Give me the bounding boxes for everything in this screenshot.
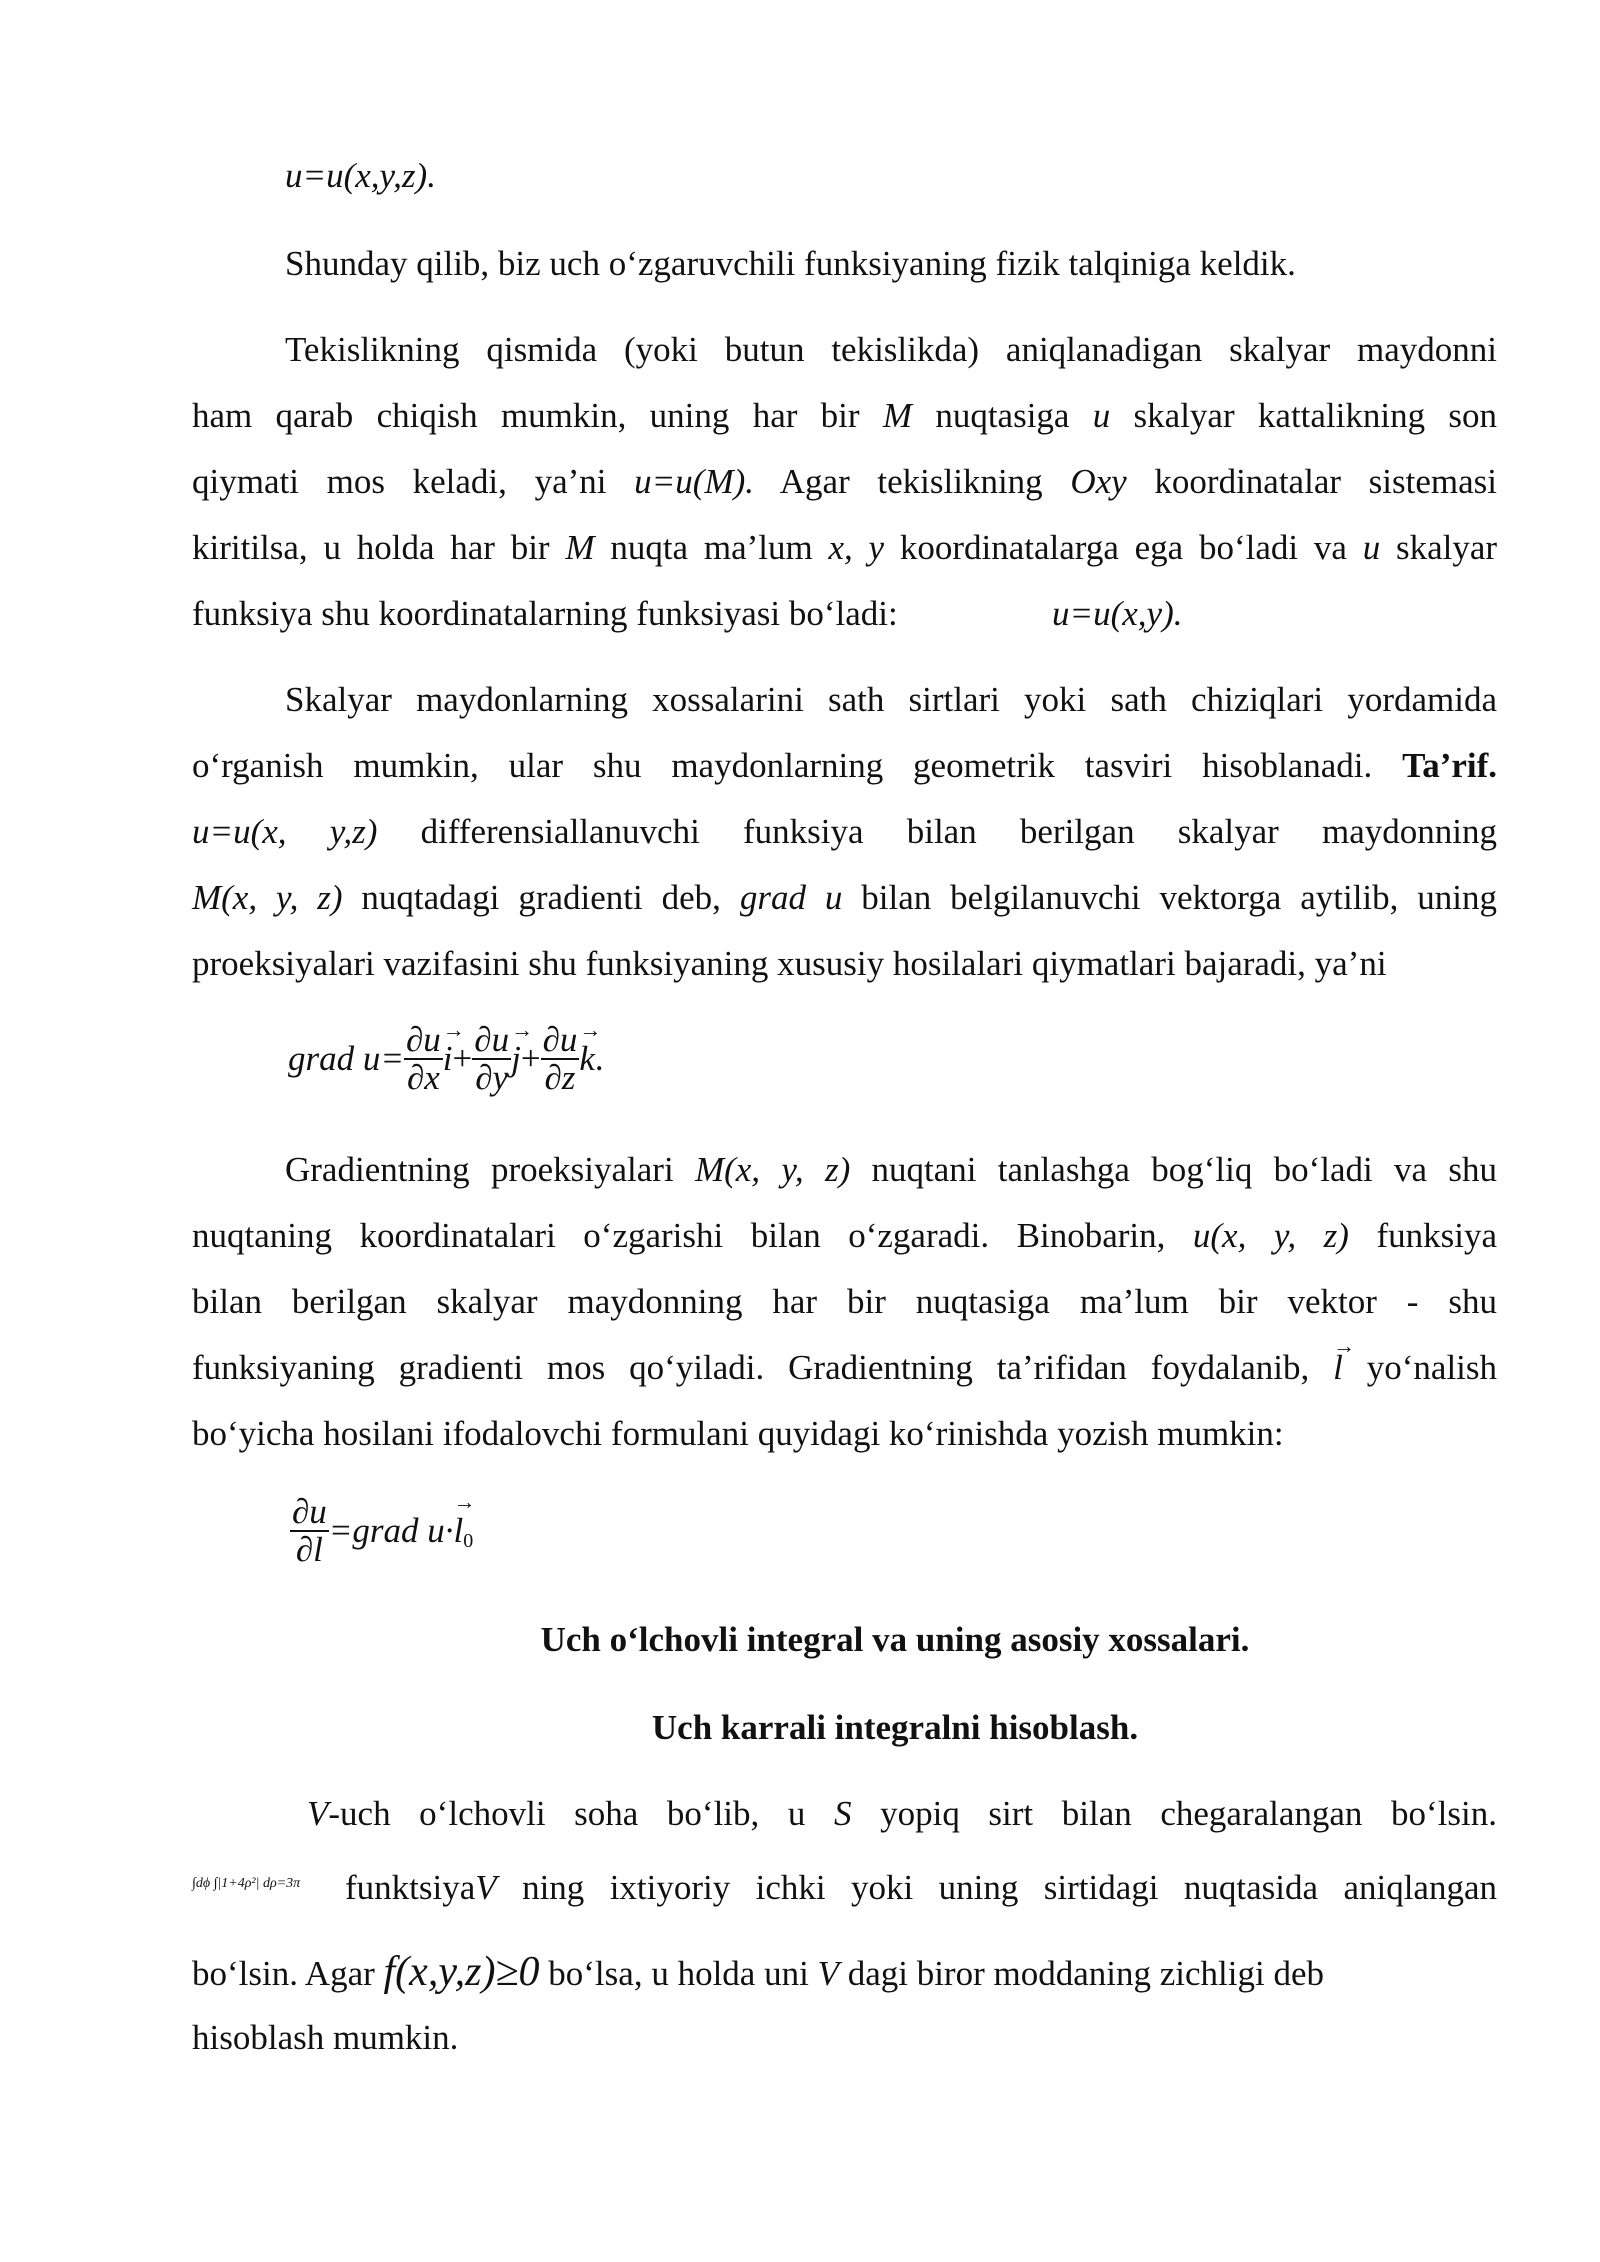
section-heading: Uch o‘lchovli integral va uning asosiy xossalari.	[540, 1620, 1250, 1659]
text: nuqta ma’lum	[610, 528, 813, 567]
text: funktsiya	[345, 1868, 476, 1907]
math: M(x, y, z)	[192, 878, 343, 917]
math: u	[1092, 396, 1111, 435]
text: nuqtasiga	[935, 396, 1070, 435]
paragraph-line: proeksiyalari vazifasini shu funksiyaning xususiy hosilalari qiymatlari bajaradi, ya’ni	[192, 944, 1387, 983]
unit-vector: → j	[511, 1039, 521, 1079]
text: skalyar kattalikning son	[1133, 396, 1498, 435]
paragraph-line: bo‘yicha hosilani ifodalovchi formulani quyidagi ko‘rinishda yozish mumkin:	[192, 1414, 1284, 1453]
paragraph-line	[192, 876, 1497, 920]
text: koordinatalar sistemasi	[1154, 462, 1498, 501]
unit-vector: → i	[443, 1039, 453, 1079]
text: skalyar	[1395, 528, 1498, 567]
text: nuqtaning koordinatalari o‘zgarishi bilan o‘zgaradi. Binobarin,	[192, 1216, 1166, 1255]
paragraph-line	[192, 1346, 1497, 1390]
paragraph-line	[307, 1792, 1497, 1836]
math: u(x, y, z)	[1192, 1216, 1349, 1255]
text: qiymati mos keladi, ya’ni	[192, 462, 607, 501]
numerator: ∂u	[474, 1020, 510, 1059]
paragraph-line: Skalyar maydonlarning xossalarini sath sirtlari yoki sath chiziqlari yordamida	[285, 680, 1497, 719]
text: funksiyaning gradienti mos qo‘yiladi. Gradientning ta’rifidan foydalanib,	[192, 1348, 1310, 1387]
math: Oxy	[1070, 462, 1127, 501]
paragraph-line	[192, 744, 1497, 788]
paragraph-line	[192, 460, 1497, 504]
math: grad u	[739, 878, 843, 917]
denominator: ∂l	[295, 1530, 323, 1569]
fraction	[541, 1022, 580, 1096]
math: x, y	[828, 528, 885, 567]
formula-u-xyz: u=u(x,y,z).	[285, 156, 436, 195]
text: nuqtani tanlashga bog‘liq bo‘ladi va shu	[871, 1150, 1497, 1189]
math: M	[882, 396, 913, 435]
text: bo‘lsin. Agar	[192, 1954, 375, 1993]
paragraph-line: hisoblash mumkin.	[192, 2018, 459, 2057]
paragraph-line	[285, 1148, 1497, 1192]
text: bo‘lsa, u holda uni	[548, 1954, 809, 1993]
definition-label: Ta’rif.	[1402, 746, 1498, 785]
section-heading: Uch karrali integralni hisoblash.	[651, 1708, 1139, 1747]
fraction	[404, 1022, 443, 1096]
denominator: ∂z	[544, 1058, 576, 1097]
paragraph-line	[192, 810, 1497, 854]
fraction	[472, 1022, 511, 1096]
text: nuqtadagi gradienti deb,	[361, 878, 721, 917]
unit-vector: → k	[579, 1039, 595, 1079]
paragraph-line	[192, 526, 1497, 570]
paragraph-line	[345, 1866, 1497, 1910]
paragraph-line: funksiya shu koordinatalarning funksiyasi bo‘ladi:	[192, 594, 898, 633]
text: ning ixtiyoriy ichki yoki uning sirtidagi nuqtasida aniqlangan	[522, 1868, 1497, 1907]
text: dagi biror moddaning zichligi deb	[847, 1954, 1324, 1993]
paragraph-line: Tekislikning qismida (yoki butun tekislikda) aniqlanadigan skalyar maydonni	[285, 330, 1497, 369]
text: ham qarab chiqish mumkin, uning har bir	[192, 396, 860, 435]
denominator: ∂y	[475, 1058, 509, 1097]
subscript: 0	[463, 1530, 474, 1553]
math: grad u=	[288, 1039, 404, 1078]
math: V	[475, 1868, 497, 1907]
direction-vector: → l	[1333, 1346, 1343, 1390]
text: Gradientning proeksiyalari	[285, 1150, 674, 1189]
text: bilan belgilanuvchi vektorga aytilib, uning	[861, 878, 1498, 917]
gradient-formula: grad u= $\frac{\partial u}{\partial x}$ → i+ $\frac{\partial u}{\partial y}$ → j+ $\frac{\partial u}{\partial z}$ → k.	[288, 1022, 604, 1096]
numerator: ∂u	[542, 1020, 578, 1059]
numerator: ∂u	[406, 1020, 441, 1059]
text: Agar tekislikning	[779, 462, 1043, 501]
math: V	[307, 1794, 329, 1833]
denominator: ∂x	[406, 1058, 440, 1097]
text: yo‘nalish	[1366, 1348, 1498, 1387]
numerator: ∂u	[292, 1492, 327, 1531]
paragraph-line	[192, 394, 1497, 438]
unit-vector: → l	[454, 1511, 464, 1551]
text: koordinatalarga ega bo‘ladi va	[899, 528, 1347, 567]
directional-derivative-formula	[290, 1494, 473, 1568]
math: V	[817, 1954, 839, 1993]
paragraph-line	[192, 1950, 1324, 1996]
math: f(x,y,z)≥0	[383, 1949, 540, 1995]
paragraph-line	[192, 1214, 1497, 1258]
math: u=u(M).	[634, 462, 755, 501]
math: S	[833, 1794, 852, 1833]
fraction	[290, 1494, 329, 1568]
paragraph-line: bilan berilgan skalyar maydonning har bir nuqtasiga ma’lum bir vektor - shu	[192, 1282, 1497, 1321]
text: kiritilsa, u holda har bir	[192, 528, 550, 567]
text: yopiq sirt bilan chegaralangan bo‘lsin.	[880, 1794, 1498, 1833]
text: differensiallanuvchi funksiya bilan berilgan skalyar maydonning	[420, 812, 1497, 851]
text: o‘rganish mumkin, ular shu maydonlarning geometrik tasviri hisoblanadi.	[192, 746, 1373, 785]
formula-u-xy: u=u(x,y).	[1052, 594, 1183, 633]
paragraph-line: Shunday qilib, biz uch o‘zgaruvchili funksiyaning fizik talqiniga keldik.	[285, 244, 1296, 283]
text: -uch o‘lchovli soha bo‘lib, u	[328, 1794, 806, 1833]
math: M	[565, 528, 595, 567]
math: =grad u·	[328, 1511, 454, 1550]
math: u=u(x, y,z)	[192, 812, 378, 851]
tiny-integral-formula: ∫dϕ ∫|1+4ρ²| dρ=3π	[192, 1876, 301, 1891]
math: M(x, y, z)	[694, 1150, 851, 1189]
text: funksiya	[1376, 1216, 1498, 1255]
math: u	[1362, 528, 1381, 567]
